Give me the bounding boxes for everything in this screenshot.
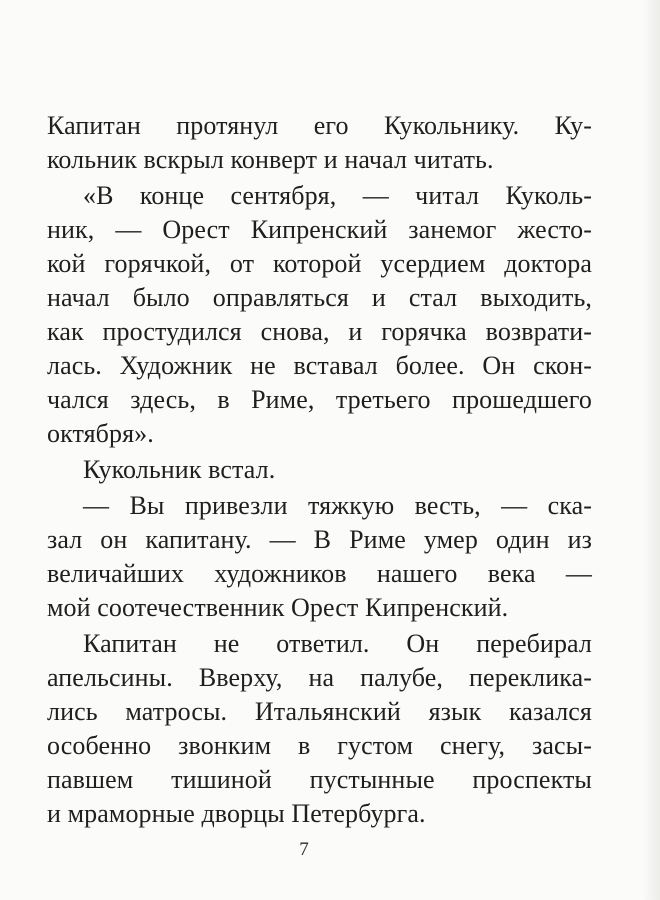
page-number: 7 bbox=[299, 839, 309, 860]
text-line: апельсины. Вверху, на палубе, переклика- bbox=[47, 663, 592, 692]
text-line: павшем тишиной пустынные проспекты bbox=[47, 765, 592, 794]
text-line: зал он капитану. — В Риме умер один из bbox=[47, 525, 592, 554]
text-line: кой горячкой, от которой усердием доктора bbox=[47, 249, 592, 278]
text-line: особенно звонким в густом снегу, засы- bbox=[47, 731, 592, 760]
text-line: Капитан протянул его Кукольнику. Ку- bbox=[47, 111, 592, 140]
text-line: — Вы привезли тяжкую весть, — ска- bbox=[83, 491, 592, 520]
text-line: ник, — Орест Кипренский занемог жесто- bbox=[47, 215, 592, 244]
text-line: как простудился снова, и горячка возврати- bbox=[47, 317, 592, 346]
text-line: чался здесь, в Риме, третьего прошедшего bbox=[47, 385, 592, 414]
text-line: величайших художников нашего века — bbox=[47, 559, 592, 588]
text-line: «В конце сентября, — читал Куколь- bbox=[83, 181, 592, 210]
text-line: и мраморные дворцы Петербурга. bbox=[47, 799, 426, 828]
text-line: начал было оправляться и стал выходить, bbox=[47, 283, 592, 312]
text-line: кольник вскрыл конверт и начал читать. bbox=[47, 145, 494, 174]
page-edge-shadow bbox=[642, 0, 660, 900]
text-line: октября». bbox=[47, 419, 154, 448]
text-line: лись матросы. Итальянский язык казался bbox=[47, 697, 592, 726]
text-line: мой соотечественник Орест Кипренский. bbox=[47, 593, 509, 622]
text-line: Кукольник встал. bbox=[83, 455, 276, 484]
text-line: Капитан не ответил. Он перебирал bbox=[83, 629, 592, 658]
text-line: лась. Художник не вставал более. Он скон- bbox=[47, 351, 592, 380]
